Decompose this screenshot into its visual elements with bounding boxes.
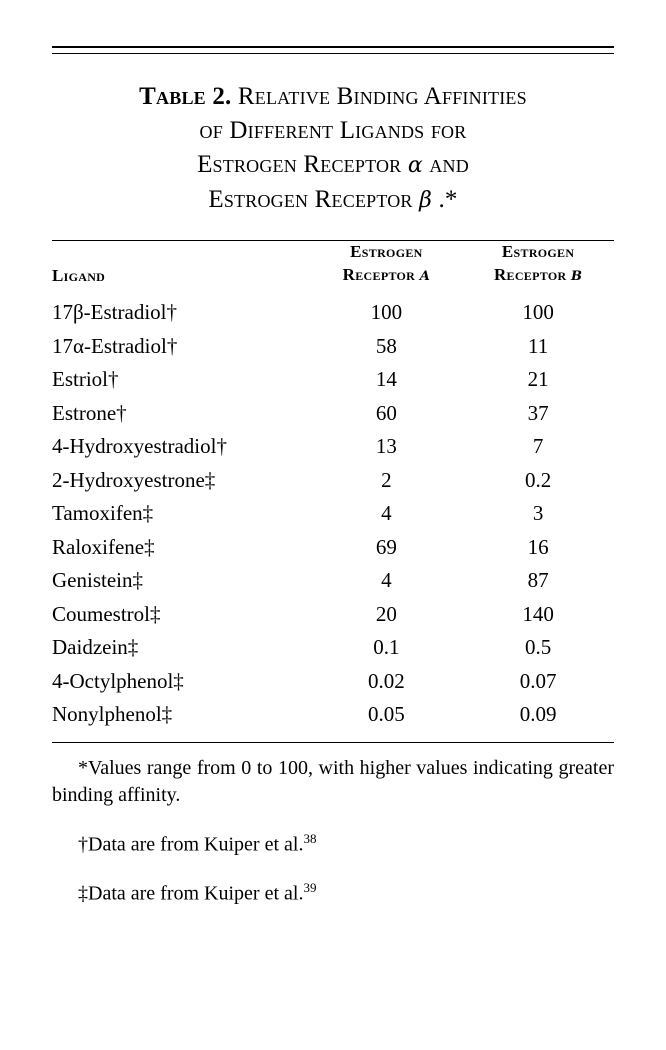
header-beta-line-2 (462, 263, 614, 286)
cell-ligand: Estrone† (52, 400, 127, 425)
header-alpha-line-1: Estrogen (350, 242, 423, 261)
table-row (52, 564, 614, 598)
table-title-line-4-a: Estrogen Receptor (208, 186, 413, 213)
footnote-double-dagger-ref: 39 (303, 880, 317, 896)
cell-alpha: 60 (375, 400, 397, 425)
footnote-dagger (52, 825, 614, 859)
cell-ligand: 2-Hydroxyestrone‡ (52, 467, 216, 492)
table-row (52, 330, 614, 364)
cell-alpha: 100 (370, 300, 403, 324)
footnote-dagger-text: †Data are from Kuiper et al. (78, 833, 304, 856)
table-page (0, 46, 666, 1050)
table-body (52, 286, 614, 742)
table-title-line-4-b: .* (438, 186, 458, 213)
cell-ligand: Coumestrol‡ (52, 601, 161, 626)
cell-ligand: Raloxifene‡ (52, 534, 155, 559)
rule-top-inner (52, 53, 614, 54)
header-estrogen-receptor-alpha (311, 241, 463, 286)
table-row (52, 598, 614, 632)
table-title-line-1-text: Relative Binding Affinities (237, 83, 527, 110)
cell-alpha: 4 (381, 568, 392, 592)
table-title-line-2: of Different Ligands for (199, 117, 467, 144)
cell-beta: 87 (527, 568, 549, 592)
rule-top-outer (52, 46, 614, 48)
table-row (52, 397, 614, 431)
cell-alpha: 0.05 (368, 702, 405, 726)
table-row (52, 286, 614, 330)
table-title-line-4 (52, 183, 614, 218)
cell-alpha: 4 (381, 501, 392, 525)
cell-beta: 3 (532, 501, 544, 525)
table-label: Table 2. (139, 83, 232, 110)
table-row (52, 698, 614, 742)
header-ligand: Ligand (52, 266, 106, 285)
alpha-symbol: α (407, 153, 423, 178)
footnote-dagger-ref: 38 (303, 830, 317, 846)
beta-symbol: β (419, 188, 433, 213)
rule-below-table (52, 742, 614, 743)
cell-alpha: 14 (375, 367, 397, 391)
table-title-line-3-a: Estrogen Receptor (197, 151, 402, 178)
cell-alpha: 13 (375, 434, 397, 458)
table-row (52, 497, 614, 531)
table-row (52, 430, 614, 464)
table-title-line-3 (52, 148, 614, 183)
cell-alpha: 69 (375, 534, 397, 559)
cell-ligand: Genistein‡ (52, 568, 143, 592)
cell-beta: 7 (532, 434, 544, 458)
header-beta-symbol: β (570, 263, 583, 285)
table-footnotes (52, 755, 614, 908)
table-row (52, 531, 614, 565)
header-estrogen-receptor-beta (462, 241, 614, 286)
cell-ligand: 4-Octylphenol‡ (52, 668, 184, 693)
cell-alpha: 0.1 (373, 635, 400, 659)
cell-alpha: 58 (375, 333, 397, 358)
cell-beta: 0.5 (525, 635, 552, 659)
cell-beta: 100 (522, 300, 554, 324)
header-alpha-receptor: Receptor (342, 265, 416, 284)
cell-beta: 0.07 (519, 668, 557, 693)
footnote-double-dagger (52, 874, 614, 908)
cell-ligand: Nonylphenol‡ (52, 702, 173, 726)
cell-ligand: 4-Hydroxyestradiol† (52, 434, 227, 458)
header-alpha-symbol: α (419, 263, 431, 285)
cell-beta: 140 (522, 601, 554, 626)
footnote-asterisk: *Values range from 0 to 100, with higher values indicating greater binding affinity. (52, 756, 614, 806)
header-alpha-line-2 (311, 263, 463, 286)
binding-affinity-table (52, 241, 614, 742)
cell-beta: 0.2 (525, 467, 552, 492)
cell-alpha: 20 (375, 601, 397, 626)
cell-beta: 37 (527, 400, 549, 425)
cell-beta: 21 (527, 367, 549, 391)
table-title-line-1 (52, 80, 614, 114)
footnote-double-dagger-text: ‡Data are from Kuiper et al. (78, 882, 304, 905)
table-title (52, 80, 614, 218)
cell-beta: 11 (528, 333, 549, 358)
table-title-line-3-b: and (429, 151, 469, 178)
table-row (52, 464, 614, 498)
table-row (52, 665, 614, 699)
cell-alpha: 0.02 (368, 668, 405, 693)
cell-alpha: 2 (381, 467, 392, 492)
cell-beta: 16 (527, 534, 549, 559)
header-row (52, 241, 614, 286)
table-head (52, 241, 614, 286)
cell-ligand: Tamoxifen‡ (52, 501, 154, 525)
table-row (52, 631, 614, 665)
table-row (52, 363, 614, 397)
header-beta-receptor: Receptor (493, 265, 567, 284)
cell-ligand: Daidzein‡ (52, 635, 139, 659)
header-beta-line-1: Estrogen (501, 242, 575, 261)
cell-ligand: 17α-Estradiol† (52, 333, 178, 358)
cell-beta: 0.09 (519, 702, 557, 726)
cell-ligand: Estriol† (52, 367, 119, 391)
cell-ligand: 17β-Estradiol† (52, 300, 177, 324)
